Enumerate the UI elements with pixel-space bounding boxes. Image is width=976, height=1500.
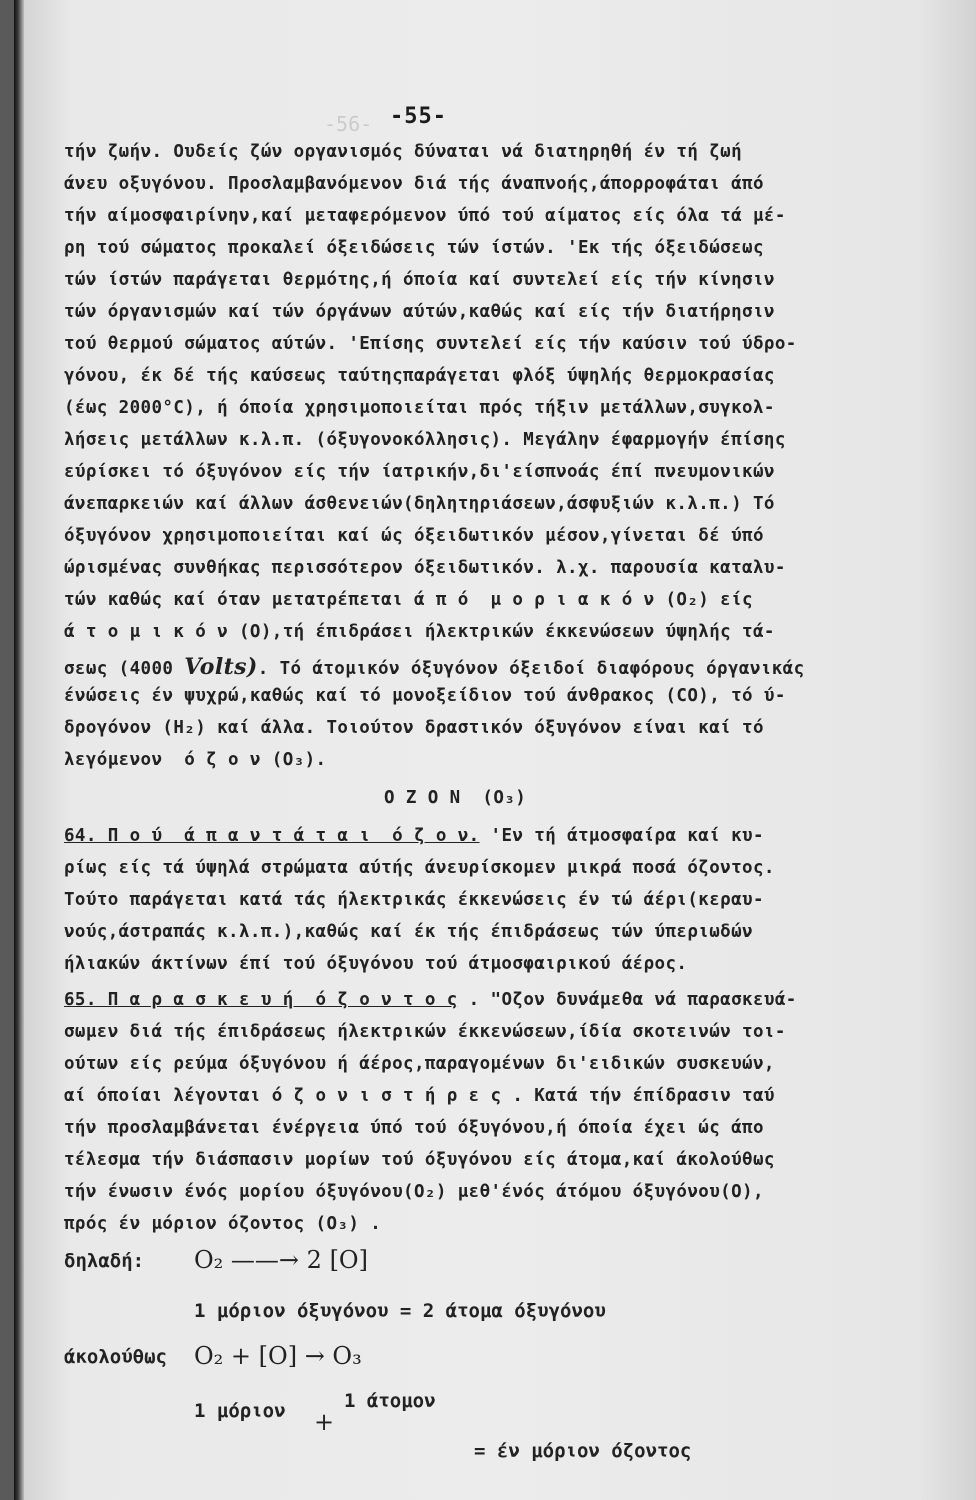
equation-1-note: 1 μόριον όξυγόνου = 2 άτομα όξυγόνου [194,1300,606,1322]
text-line: ά τ ο μ ι κ ό ν (O),τή έπιδράσει ήλεκτρικών έκκενώσεων ύψηλής τά- [64,622,775,642]
text-line: τήν ζωήν. Ουδείς ζών οργανισμός δύναται νά διατηρηθή έν τή ζωή [64,142,743,162]
text-line: αί όποίαι λέγονται ό ζ ο ν ι σ τ ή ρ ε ς . Κατά τήν έπίδρασιν ταύ [64,1086,775,1106]
text-line: πρός έν μόριον όζοντος (O₃) . [64,1214,382,1234]
section-64-heading: 64. Π ο ύ ά π α ν τ ά τ α ι ό ζ ο ν. [64,826,480,846]
text-line: ούτων είς ρεύμα όξυγόνου ή άέρος,παραγομένων δι'ειδικών συσκευών, [64,1054,775,1074]
plus-sign: + [314,1408,335,1436]
text-line: τών ίστών παράγεται θερμότης,ή όποία καί συντελεί είς τήν κίνησιν [64,270,775,290]
text-line: εύρίσκει τό όξυγόνον είς τήν ίατρικήν,δι'είσπνοάς έπί πνευμονικών [64,462,775,482]
handwritten-volts: Volts) [184,654,258,680]
equation-2-note-result: = έν μόριον όζοντος [474,1440,692,1462]
section-65-first-line [64,990,797,1010]
text-line: ήλιακών άκτίνων έπί τού όξυγόνου τού άτμοσφαιρικού άέρος. [64,954,688,974]
equation-2-note-atom: 1 άτομον [344,1390,436,1412]
binding-edge-shadow [14,0,24,1500]
text-fragment: 'Εν τή άτμοσφαίρα καί κυ- [479,826,764,846]
text-line: Τούτο παράγεται κατά τάς ήλεκτρικάς έκκενώσεις έν τώ άέρι(κεραυ- [64,890,764,910]
section-64-first-line [64,826,764,846]
text-line: δρογόνον (H₂) καί άλλα. Τοιούτον δραστικόν όξυγόνον είναι καί τό [64,718,764,738]
text-line: τέλεσμα τήν διάσπασιν μορίων τού όξυγόνου είς άτομα,καί άκολούθως [64,1150,775,1170]
text-line: τού θερμού σώματος αύτών. 'Επίσης συντελεί είς τήν καύσιν τού ύδρο- [64,334,797,354]
equation-2-note-molecule: 1 μόριον [194,1400,286,1422]
text-line: άνεπαρκειών καί άλλων άσθενειών(δηλητηριάσεων,άσφυξιών κ.λ.π.) Τό [64,494,775,514]
text-line: ένώσεις έν ψυχρώ,καθώς καί τό μονοξείδιον τού άνθρακος (CO), τό ύ- [64,686,786,706]
text-line: σωμεν διά τής έπιδράσεως ήλεκτρικών έκκενώσεων,ίδία σκοτεινών τοι- [64,1022,786,1042]
page-number: -55- [390,104,447,129]
text-line: τήν αίμοσφαιρίνην,καί μεταφερόμενον ύπό τού αίματος είς όλα τά μέ- [64,206,786,226]
text-line: τήν προσλαμβάνεται ένέργεια ύπό τού όξυγόνου,ή όποία έχει ώς άπο [64,1118,764,1138]
text-line: ρη τού σώματος προκαλεί όξειδώσεις τών ίστών. 'Εκ τής όξειδώσεως [64,238,764,258]
text-line: ώρισμένας συνθήκας περισσότερον όξειδωτικόν. λ.χ. παρουσία καταλυ- [64,558,786,578]
text-line-with-handwriting [64,654,805,680]
text-line: τήν ένωσιν ένός μορίου όξυγόνου(O₂) μεθ'ένός άτόμου όξυγόνου(O), [64,1182,764,1202]
equation-label: δηλαδή: [64,1250,145,1272]
text-line: λεγόμενον ό ζ ο ν (O₃). [64,750,327,770]
equation-2: O₂ + [O] → O₃ [194,1342,362,1370]
text-line: γόνου, έκ δέ τής καύσεως ταύτηςπαράγεται φλόξ ύψηλής θερμοκρασίας [64,366,775,386]
text-line: νούς,άστραπάς κ.λ.π.),καθώς καί έκ τής έπιδράσεως τών ύπεριωδών [64,922,753,942]
ozone-heading: O Z O N (O₃) [384,788,527,808]
equation-1: O₂ ——→ 2 [O] [194,1246,368,1274]
text-line: τών καθώς καί όταν μετατρέπεται ά π ό μ ο ρ ι α κ ό ν (O₂) είς [64,590,753,610]
text-line: τών όργανισμών καί τών όργάνων αύτών,καθώς καί είς τήν διατήρησιν [64,302,775,322]
text-line: άνευ οξυγόνου. Προσλαμβανόμενον διά τής άναπνοής,άπορροφάται άπό [64,174,764,194]
equation-label: άκολούθως [64,1346,167,1368]
text-fragment: σεως (4000 [64,659,185,679]
text-line: λήσεις μετάλλων κ.λ.π. (όξυγονοκόλλησις). Μεγάλην έφαρμογήν έπίσης [64,430,786,450]
text-fragment: . Τό άτομικόν όξυγόνον όξειδοί διαφόρους όργανικάς [257,659,805,679]
section-65-heading: 65. Π α ρ α σ κ ε υ ή ό ζ ο ν τ ο ς [64,990,458,1010]
bleed-through-page-number: -56- [324,112,373,136]
document-page [14,0,976,1500]
text-line: (έως 2000°C), ή όποία χρησιμοποιείται πρός τήξιν μετάλλων,συγκολ- [64,398,775,418]
text-line: όξυγόνον χρησιμοποιείται καί ώς όξειδωτικόν μέσον,γίνεται δέ ύπό [64,526,764,546]
text-line: ρίως είς τά ύψηλά στρώματα αύτής άνευρίσκομεν μικρά ποσά όζοντος. [64,858,775,878]
text-fragment: . "Οζον δυνάμεθα νά παρασκευά- [457,990,797,1010]
